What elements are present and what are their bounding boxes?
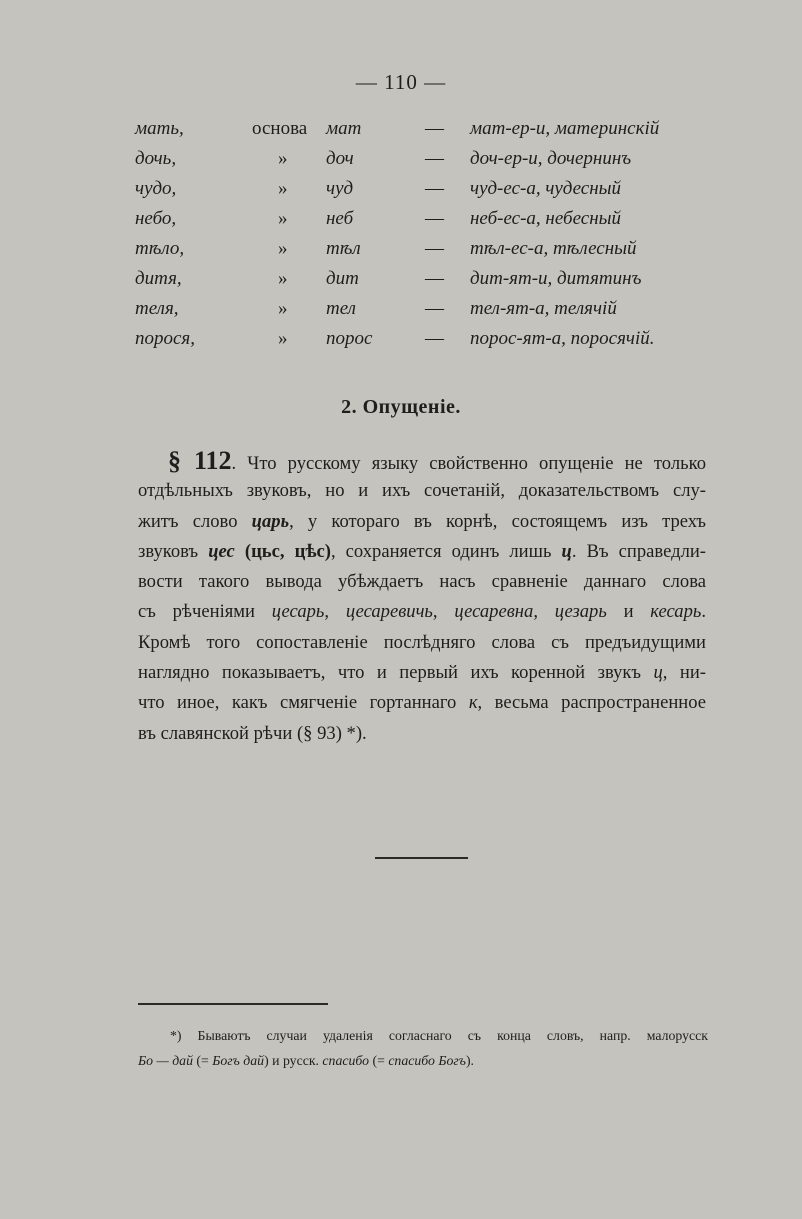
word: мать, [135, 118, 184, 139]
italic-word: спасибо [322, 1053, 370, 1068]
word: дитя, [135, 268, 182, 289]
paragraph-line [138, 688, 706, 718]
text-run: , [432, 601, 455, 623]
derived-forms: мат-ер-и, материнскій [470, 118, 660, 139]
footnote [138, 1023, 708, 1073]
table-row [0, 268, 802, 298]
stem: тел [326, 298, 356, 319]
text-run: что иное, какъ смягченіе гортаннаго [138, 692, 469, 714]
derived-forms: дит-ят-и, дитятинъ [470, 268, 642, 289]
stem: чуд [326, 178, 354, 199]
text-run: , у котораго въ корнѣ, состоящемъ изъ трехъ [289, 510, 706, 532]
stem-label: основа [252, 118, 308, 139]
dash: — [425, 148, 444, 169]
stem: доч [326, 148, 354, 169]
paragraph-line: Кромѣ того сопоставленіе послѣдняго слова съ предъидущими [138, 631, 706, 653]
text-run: . [701, 601, 707, 623]
stem-label: » [278, 208, 288, 229]
dash: — [425, 268, 444, 289]
italic-word: цесаревичь [345, 601, 433, 623]
text-run: житъ слово [138, 510, 252, 532]
stem: мат [326, 118, 362, 139]
footnote-line: *) Бываютъ случаи удаленія согласнаго съ конца словъ, напр. малорусск [170, 1028, 708, 1043]
stem-label: » [278, 298, 288, 319]
bold-word: (цьс, цѣс) [244, 540, 331, 562]
dash: — [425, 298, 444, 319]
stem-label: » [278, 238, 288, 259]
dash: — [425, 118, 444, 139]
word: теля, [135, 298, 179, 319]
derived-forms: порос-ят-а, поросячій. [470, 328, 655, 349]
text-run: . Въ справедли- [571, 540, 706, 562]
text-run: наглядно показываетъ, что и первый ихъ коренной звукъ [138, 662, 654, 684]
dash: — [425, 208, 444, 229]
table-row [0, 208, 802, 238]
text-run: звуковъ [138, 540, 209, 562]
stem-label: » [278, 178, 288, 199]
stem: неб [326, 208, 354, 229]
text-run: ). [465, 1053, 474, 1068]
stem-label: » [278, 328, 288, 349]
table-row [0, 148, 802, 178]
table-row [0, 298, 802, 328]
dash: — [425, 178, 444, 199]
table-row [0, 178, 802, 208]
page-number: — 110 — [355, 70, 447, 94]
center-divider [375, 857, 468, 859]
stem: дит [326, 268, 359, 289]
text-run: (= [192, 1053, 213, 1068]
table-row [0, 328, 802, 358]
dash: — [425, 328, 444, 349]
stem-label: » [278, 148, 288, 169]
paragraph-line: въ славянской рѣчи (§ 93) *). [138, 722, 367, 744]
stem-label: » [278, 268, 288, 289]
italic-word: цес [208, 540, 235, 562]
derived-forms: тел-ят-а, телячій [470, 298, 617, 319]
italic-word: цесарь [271, 601, 325, 623]
paragraph-line: отдѣльныхъ звуковъ, но и ихъ сочетаній, доказательствомъ слу- [138, 480, 706, 502]
word: тѣло, [135, 238, 185, 259]
paragraph-line [138, 658, 706, 688]
italic-word: кесарь [650, 601, 702, 623]
section-heading: 2. Опущеніе. [341, 396, 461, 418]
paragraph-112 [138, 446, 706, 749]
section-number: § 112 [168, 446, 232, 475]
paragraph-line: вости такого вывода убѣждаетъ насъ сравненіе даннаго слова [138, 571, 706, 593]
italic-word: Бо — дай [138, 1053, 193, 1068]
text-run: , сохраняется одинъ лишь [330, 540, 562, 562]
word: порося, [135, 328, 196, 349]
text-run: (= [369, 1053, 389, 1068]
footnote-line [138, 1048, 708, 1073]
paragraph-line [138, 537, 706, 567]
italic-word: ц [561, 540, 572, 562]
italic-word: Богъ дай [212, 1053, 265, 1068]
stem: порос [326, 328, 373, 349]
derived-forms: чуд-ес-а, чудесный [470, 178, 622, 199]
table-row [0, 118, 802, 148]
derived-forms: тѣл-ес-а, тѣлесный [470, 238, 637, 259]
text-run: , весьма распространенное [477, 692, 706, 714]
text-run: , [324, 601, 346, 623]
stem: тѣл [326, 238, 361, 259]
text-run: ) и русск. [264, 1053, 323, 1068]
italic-word: ц [653, 662, 663, 684]
text-run: , ни- [662, 662, 706, 684]
italic-word: цесаревна [454, 601, 534, 623]
text-run: , [533, 601, 555, 623]
italic-word: к [468, 692, 478, 714]
text-run: и [606, 601, 651, 623]
text-run: съ рѣченіями [138, 601, 272, 623]
word: дочь, [135, 148, 177, 169]
derived-forms: неб-ес-а, небесный [470, 208, 622, 229]
italic-word: цезарь [554, 601, 607, 623]
derived-forms: доч-ер-и, дочернинъ [470, 148, 632, 169]
text-run: . Что русскому языку свойственно опущеніе не только [231, 453, 706, 474]
table-row [0, 238, 802, 268]
footnote-divider [138, 1003, 328, 1005]
word: небо, [135, 208, 177, 229]
italic-word: царь [251, 510, 290, 532]
dash: — [425, 238, 444, 259]
paragraph-line [138, 446, 706, 476]
paragraph-line [138, 597, 706, 627]
paragraph-line [138, 507, 706, 537]
italic-word: спасибо Богъ [388, 1053, 466, 1068]
word: чудо, [135, 178, 177, 199]
